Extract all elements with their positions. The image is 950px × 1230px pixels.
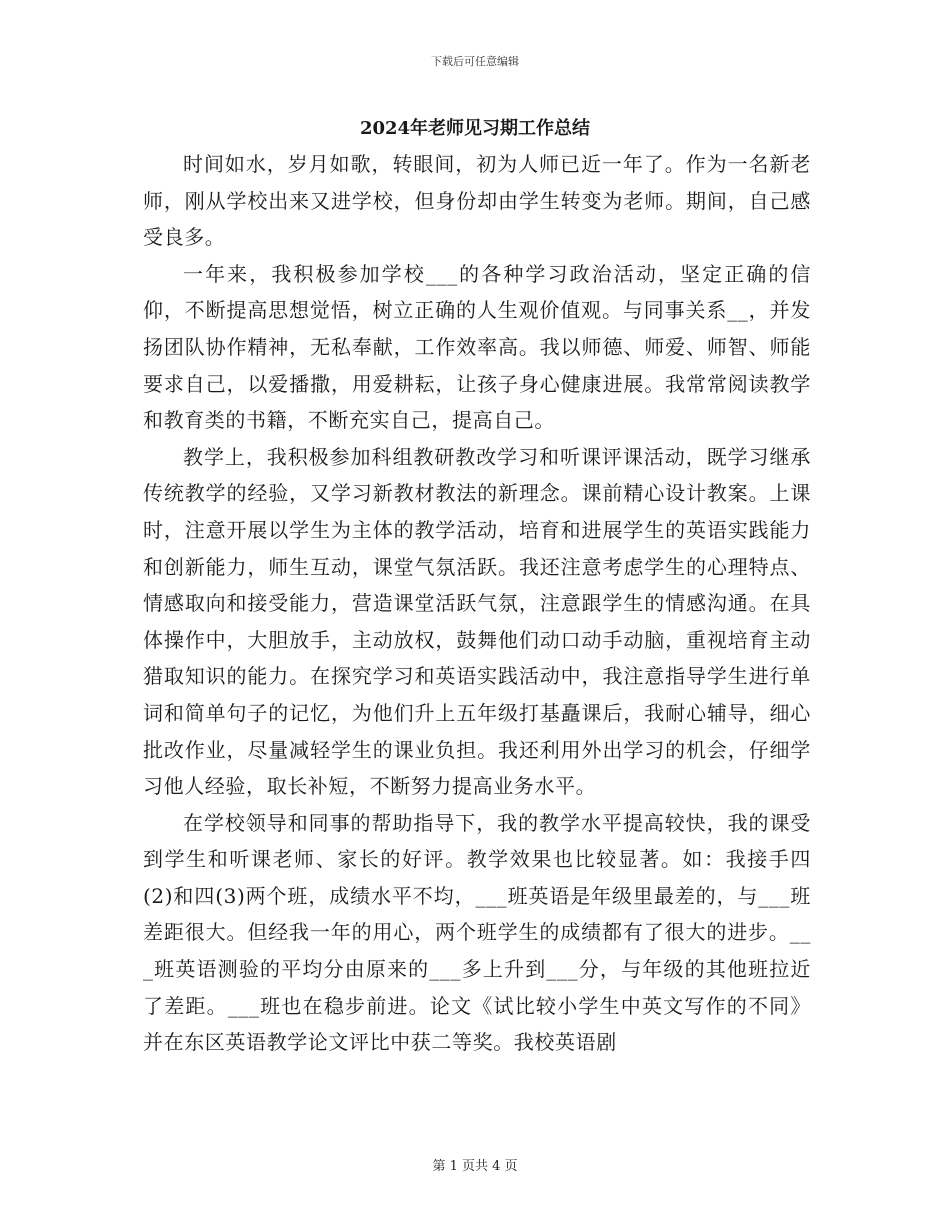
- paragraph-1: 时间如水，岁月如歌，转眼间，初为人师已近一年了。作为一名新老师，刚从学校出来又进学校，但身份却由学生转变为老师。期间，自己感受良多。: [143, 152, 811, 250]
- document-body: [143, 146, 811, 1061]
- header-note: 下载后可任意编辑: [431, 55, 519, 68]
- document-title: 2024年老师见习期工作总结: [359, 118, 591, 139]
- paragraph-3: 教学上，我积极参加科组教研教改学习和听课评课活动，既学习继承传统教学的经验，又学习新教材教法的新理念。课前精心设计教案。上课时，注意开展以学生为主体的教学活动，培育和进展学生的英语实践能力和创新能力，师生互动，课堂气氛活跃。我还注意考虑学生的心理特点、情感取向和接受能力，营造课堂活跃气氛，注意跟学生的情感沟通。在具体操作中，大胆放手，主动放权，鼓舞他们动口动手动脑，重视培育主动猎取知识的能力。在探究学习和英语实践活动中，我注意指导学生进行单词和简单句子的记忆，为他们升上五年级打基矗课后，我耐心辅导，细心批改作业，尽量减轻学生的课业负担。我还利用外出学习的机会，仔细学习他人经验，取长补短，不断努力提高业务水平。: [143, 444, 811, 799]
- page-number: 第 1 页共 4 页: [432, 1159, 518, 1174]
- paragraph-2: 一年来，我积极参加学校___的各种学习政治活动，坚定正确的信仰，不断提高思想觉悟，树立正确的人生观价值观。与同事关系__，并发扬团队协作精神，无私奉献，工作效率高。我以师德、师爱、师智、师能要求自己，以爱播撒，用爱耕耘，让孩子身心健康进展。我常常阅读教学和教育类的书籍，不断充实自己，提高自己。: [143, 261, 811, 433]
- paragraph-4: 在学校领导和同事的帮助指导下，我的教学水平提高较快，我的课受到学生和听课老师、家长的好评。教学效果也比较显著。如：我接手四(2)和四(3)两个班，成绩水平不均，___班英语是年级里最差的，与___班差距很大。但经我一年的用心，两个班学生的成绩都有了很大的进步。___班英语测验的平均分由原来的___多上升到___分，与年级的其他班拉近了差距。___班也在稳步前进。论文《试比较小学生中英文写作的不同》并在东区英语教学论文评比中获二等奖。我校英语剧: [143, 810, 811, 1055]
